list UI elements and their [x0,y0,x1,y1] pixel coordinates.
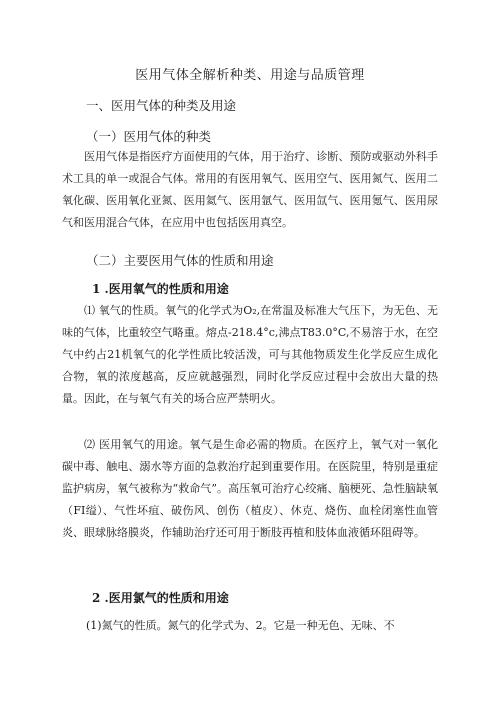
paragraph-nitrogen-start: (1)氮气的性质。氮气的化学式为、2。它是一种无色、无味、不 [86,619,395,632]
paragraph-oxygen-properties: ⑴ 氧气的性质。氧气的化学式为O₂,在常温及标准大气压下，为无色、无味的气体，比重较空气略重。熔点-218.4°c,沸点T83.0°C,不易溶于水，在空气中约占21机氧气的化学性质比较活泼，可与其他物质发生化学反应生成化合物，氧的浓度越高，反应就越强烈，同时化学反应过程中会放出大量的热量。因此，在与氧气有关的场合应严禁明火。 [62,304,438,405]
heading-medical-oxygen: 1 .医用氧气的性质和用途 [92,282,229,296]
subsection-heading-types: （一）医用气体的种类 [86,129,212,144]
subsection-heading-properties: （二）主要医用气体的性质和用途 [86,253,274,268]
section-heading-1: 一、医用气体的种类及用途 [86,98,237,113]
page-title: 医用气体全解析种类、用途与品质管理 [135,68,365,83]
paragraph-gas-types: 医用气体是指医疗方面使用的气体，用于治疗、诊断、预防或驱动外科手术工具的单一或混合气体。常用的有医用氧气、医用空气、医用氮气、医用二氧化碳、医用氧化亚氮、医用氦气、医用氩气、医用氙气、医用氪气、医用尿气和医用混合气体，在应用中也包括医用真空。 [62,150,438,229]
heading-medical-nitrogen: 2 .医用氯气的性质和用途 [92,591,229,605]
paragraph-oxygen-uses: ⑵ 医用氧气的用途。氧气是生命必需的物质。在医疗上，氧气对一氧化碳中毒、触电、溺水等方面的急救治疗起到重要作用。在医院里，特别是重症监护病房，氧气被称为“救命气”。高压氧可治疗心绞痛、脑梗死、急性脑缺氧（FI缢）、气性坏疽、破伤风、创伤（植皮）、休克、烧伤、血栓闭塞性血管炎、眼球脉络膜炎，作辅助治疗还可用于断肢再植和肢体血液循环阻碍等。 [62,438,438,539]
